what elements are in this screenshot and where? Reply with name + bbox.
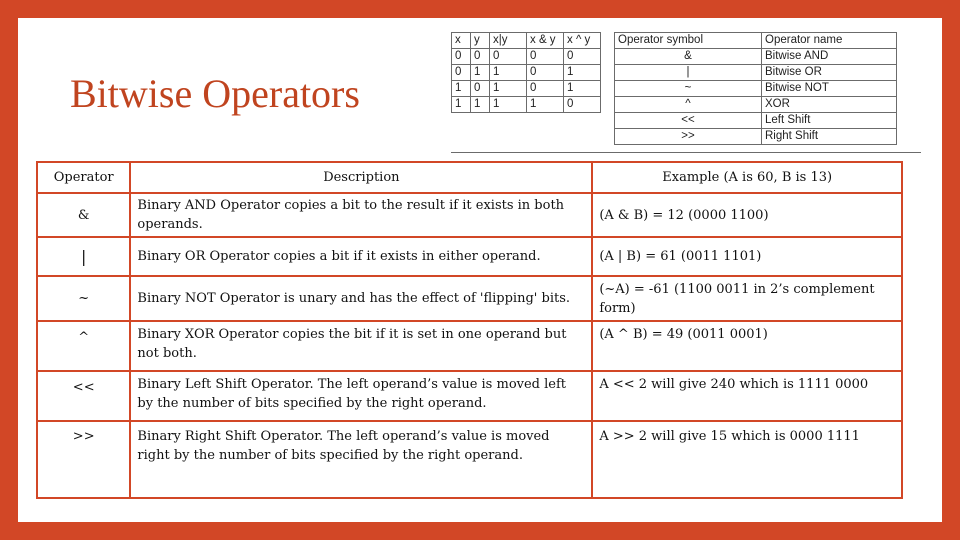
table-row: [37, 237, 902, 276]
operator-symbol-cell: >>: [615, 129, 762, 145]
operator-symbol-table: [614, 32, 897, 145]
slide: [18, 18, 942, 522]
operator-symbol-row: [615, 97, 897, 113]
truth-cell: 1: [471, 97, 490, 113]
table-row: [37, 276, 902, 321]
truth-cell: 1: [564, 65, 601, 81]
bitwise-operators-table: [36, 161, 903, 499]
truth-header-cell: x ^ y: [564, 33, 601, 49]
example-cell: (A ^ B) = 49 (0011 0001): [592, 321, 902, 371]
truth-cell: 1: [452, 81, 471, 97]
operator-cell: <<: [37, 371, 130, 421]
truth-cell: 1: [471, 65, 490, 81]
truth-cell: 1: [490, 65, 527, 81]
truth-cell: 0: [564, 49, 601, 65]
truth-table-row: [452, 81, 601, 97]
truth-cell: 0: [452, 65, 471, 81]
table-header-row: [37, 162, 902, 193]
operator-cell: &: [37, 193, 130, 237]
truth-header-cell: y: [471, 33, 490, 49]
truth-cell: 0: [471, 49, 490, 65]
operator-name-cell: Bitwise NOT: [762, 81, 897, 97]
table-row: [37, 193, 902, 237]
header-example: Example (A is 60, B is 13): [592, 162, 902, 193]
example-cell: (~A) = -61 (1100 0011 in 2’s complement form): [592, 276, 902, 321]
operator-symbol-row: [615, 129, 897, 145]
operator-cell: >>: [37, 421, 130, 498]
description-cell: Binary Right Shift Operator. The left operand’s value is moved right by the number of bits specified by the right operand.: [130, 421, 592, 498]
truth-cell: 0: [527, 81, 564, 97]
operator-symbol-cell: |: [615, 65, 762, 81]
example-cell: (A & B) = 12 (0000 1100): [592, 193, 902, 237]
truth-cell: 0: [452, 49, 471, 65]
operator-name-cell: Right Shift: [762, 129, 897, 145]
description-cell: Binary OR Operator copies a bit if it exists in either operand.: [130, 237, 592, 276]
operator-name-cell: Bitwise AND: [762, 49, 897, 65]
operator-cell: |: [37, 237, 130, 276]
image-bottom-rule: [451, 152, 921, 153]
truth-table: [451, 32, 601, 113]
operator-symbol-row: [615, 49, 897, 65]
truth-cell: 0: [471, 81, 490, 97]
operator-symbol-row: [615, 113, 897, 129]
truth-cell: 0: [564, 97, 601, 113]
header-operator: Operator: [37, 162, 130, 193]
truth-table-row: [452, 65, 601, 81]
truth-header-cell: x & y: [527, 33, 564, 49]
truth-cell: 1: [564, 81, 601, 97]
truth-cell: 1: [527, 97, 564, 113]
table-row: [37, 371, 902, 421]
operator-name-cell: XOR: [762, 97, 897, 113]
truth-cell: 0: [527, 65, 564, 81]
description-cell: Binary AND Operator copies a bit to the result if it exists in both operands.: [130, 193, 592, 237]
example-cell: A << 2 will give 240 which is 1111 0000: [592, 371, 902, 421]
truth-cell: 1: [490, 81, 527, 97]
operator-name-header-cell: Operator name: [762, 33, 897, 49]
table-row: [37, 321, 902, 371]
operator-symbol-header-cell: Operator symbol: [615, 33, 762, 49]
operator-symbol-row: [615, 65, 897, 81]
truth-header-cell: x: [452, 33, 471, 49]
truth-header-cell: x|y: [490, 33, 527, 49]
operator-symbol-header: [615, 33, 897, 49]
truth-table-row: [452, 49, 601, 65]
example-cell: A >> 2 will give 15 which is 0000 1111: [592, 421, 902, 498]
truth-cell: 0: [490, 49, 527, 65]
example-cell: (A | B) = 61 (0011 1101): [592, 237, 902, 276]
truth-cell: 1: [490, 97, 527, 113]
operator-symbol-cell: ^: [615, 97, 762, 113]
slide-title: Bitwise Operators: [70, 71, 360, 116]
operator-name-cell: Left Shift: [762, 113, 897, 129]
header-description: Description: [130, 162, 592, 193]
table-row: [37, 421, 902, 498]
description-cell: Binary Left Shift Operator. The left operand’s value is moved left by the number of bits specified by the right operand.: [130, 371, 592, 421]
operator-symbol-cell: <<: [615, 113, 762, 129]
operator-symbol-cell: &: [615, 49, 762, 65]
operator-symbol-cell: ~: [615, 81, 762, 97]
truth-cell: 1: [452, 97, 471, 113]
truth-table-row: [452, 97, 601, 113]
operator-name-cell: Bitwise OR: [762, 65, 897, 81]
truth-table-header: [452, 33, 601, 49]
operator-symbol-row: [615, 81, 897, 97]
truth-cell: 0: [527, 49, 564, 65]
description-cell: Binary NOT Operator is unary and has the effect of 'flipping' bits.: [130, 276, 592, 321]
description-cell: Binary XOR Operator copies the bit if it is set in one operand but not both.: [130, 321, 592, 371]
operator-cell: ^: [37, 321, 130, 371]
operator-cell: ~: [37, 276, 130, 321]
